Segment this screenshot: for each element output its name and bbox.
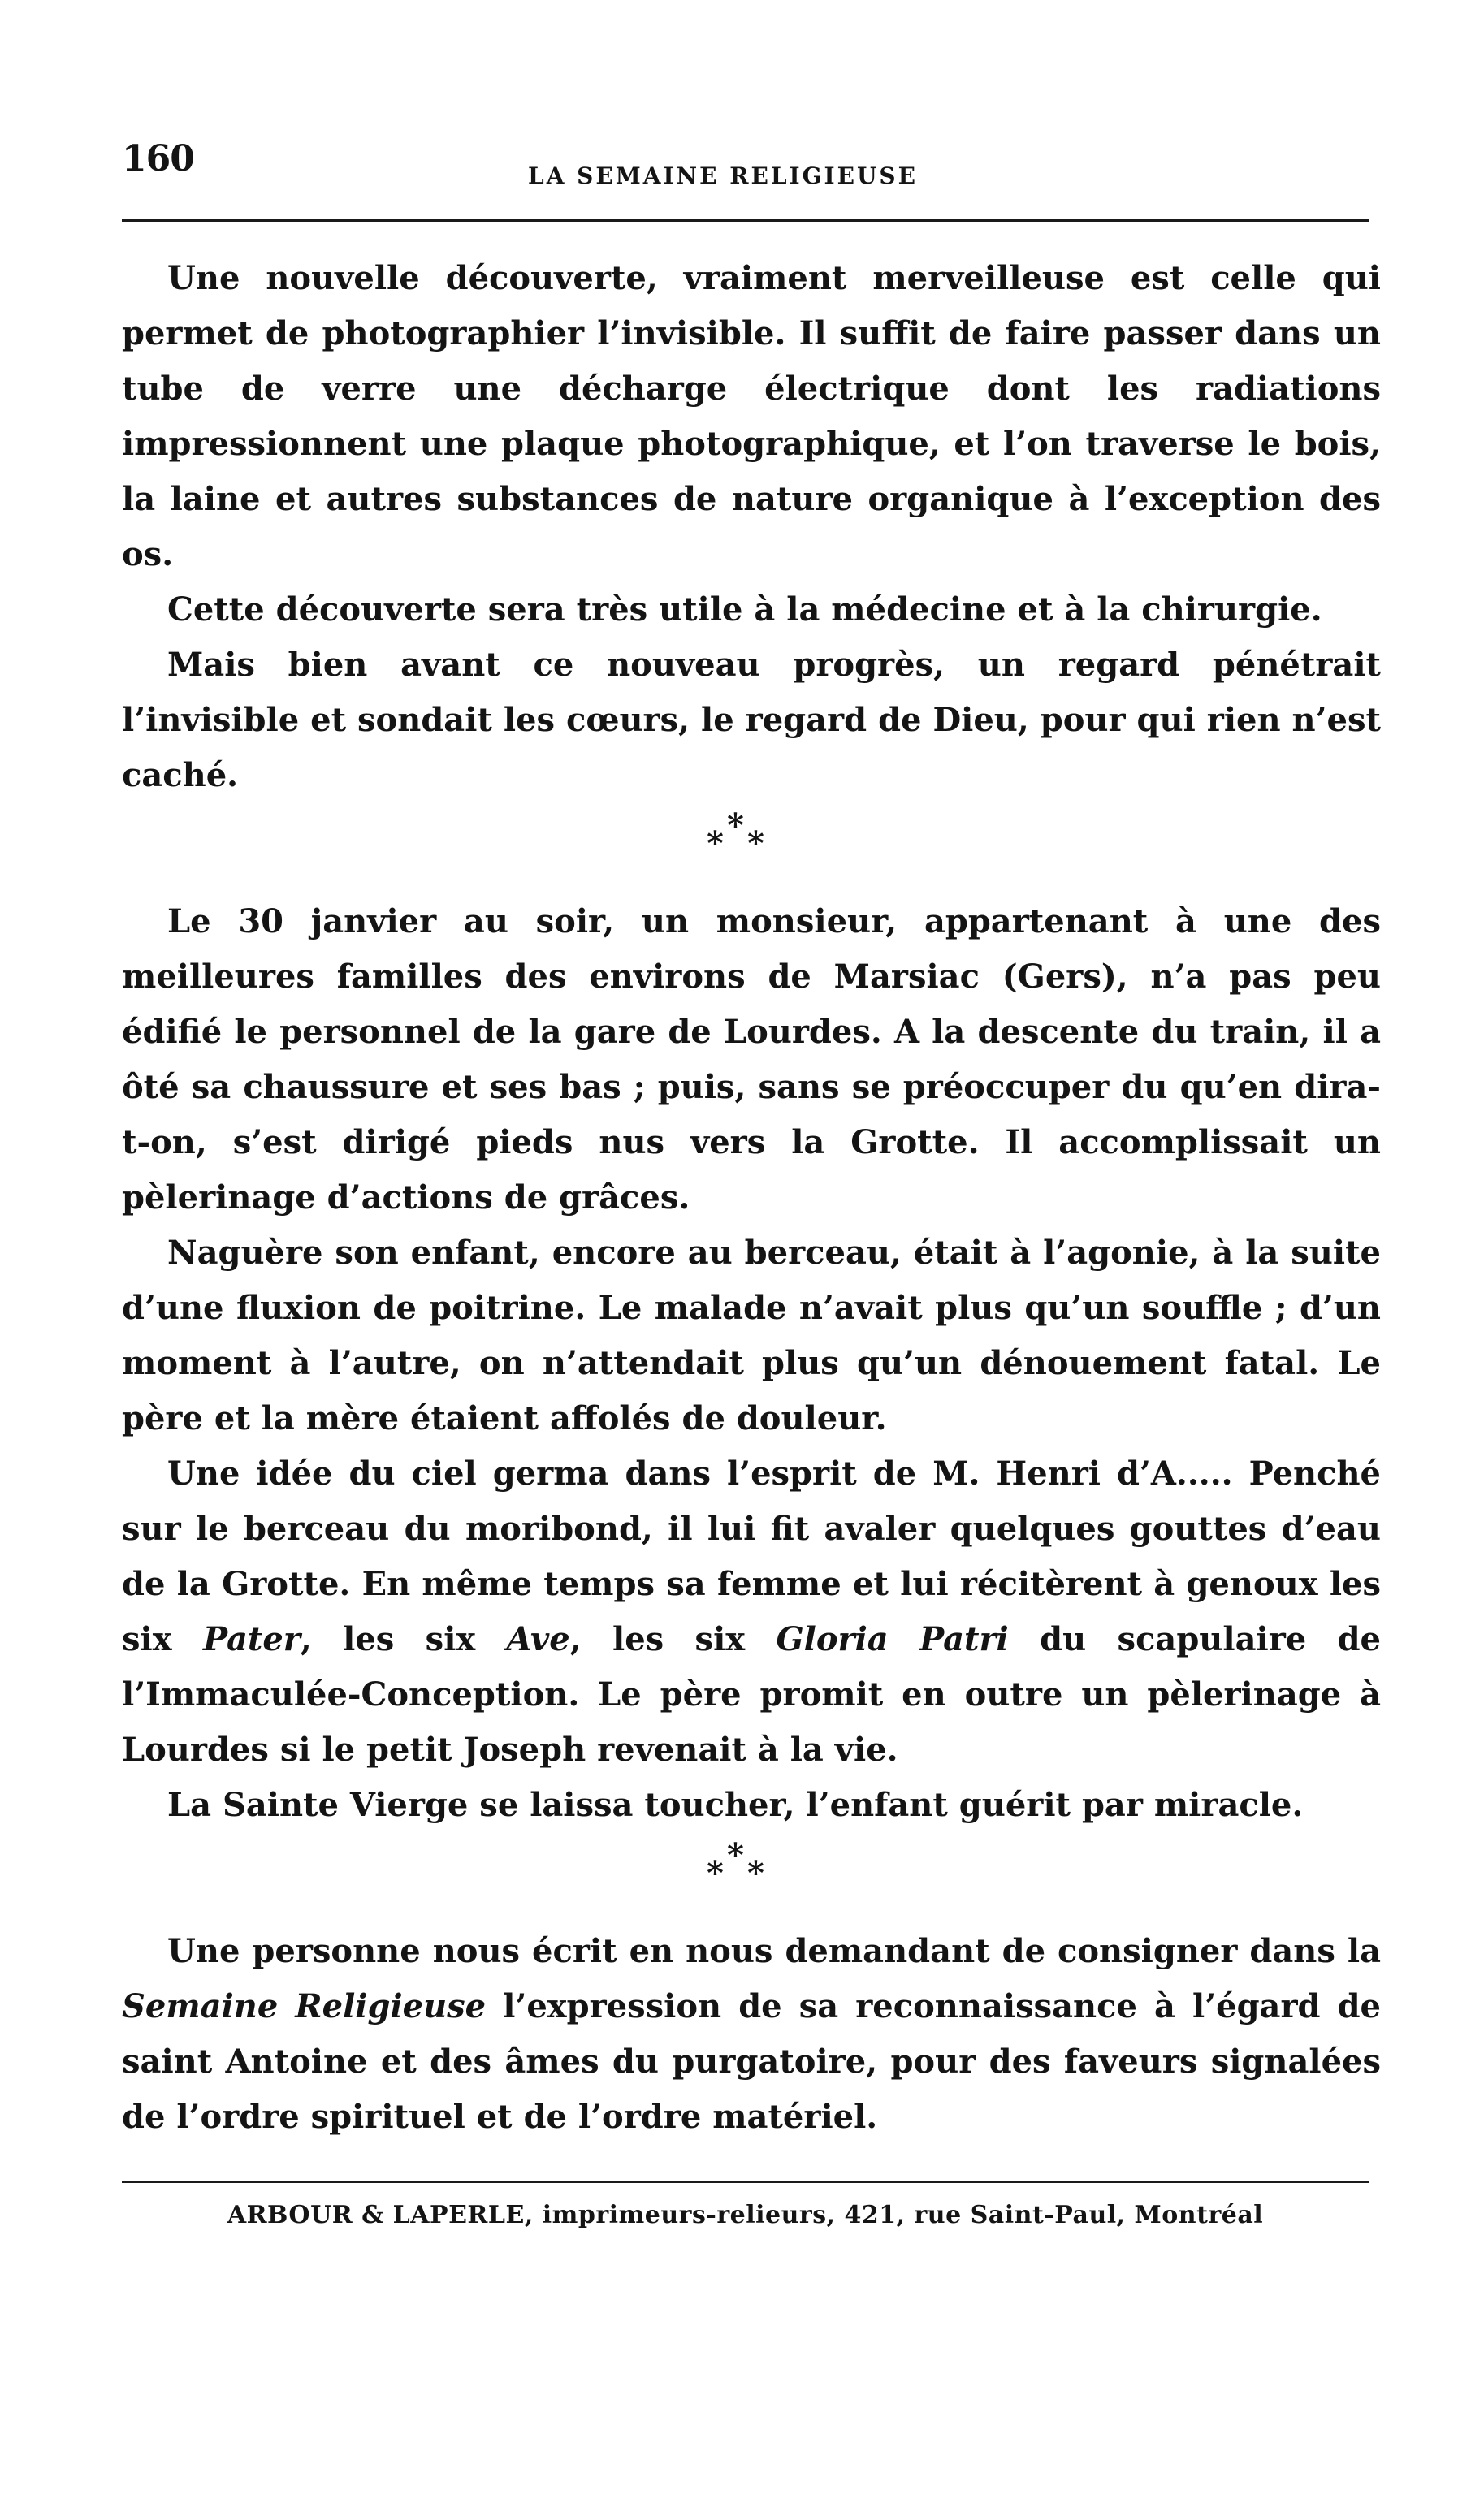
footer-rule xyxy=(122,2181,1369,2183)
header-rule xyxy=(122,219,1369,222)
article-body xyxy=(122,251,1381,2145)
text-run: Une idée du ciel germa dans l’esprit de M. Henri d’A..... Penché sur le berceau du moribond, il lui fit avaler quelques gouttes d’eau de la Grotte. En même temps sa femme et lui récitèrent à genoux les six xyxy=(122,1455,1381,1658)
paragraph: La Sainte Vierge se laissa toucher, l’enfant guérit par miracle. xyxy=(167,1786,1304,1824)
text-run: , les six xyxy=(569,1620,777,1658)
asterisk-glyph: * xyxy=(727,1836,744,1874)
paragraph: Cette découverte sera très utile à la médecine et à la chirurgie. xyxy=(167,590,1322,629)
running-head: LA SEMAINE RELIGIEUSE xyxy=(528,162,918,189)
paragraph xyxy=(122,1446,1381,1778)
paragraph: Mais bien avant ce nouveau progrès, un regard pénétrait l’invisible et sondait les cœurs, le regard de Dieu, pour qui rien n’est caché. xyxy=(122,646,1381,794)
asterisk-glyph: * xyxy=(707,824,724,862)
text-run: du scapulaire de l’Immaculée-Conception. Le père promit en outre un pèlerinage à Lourdes si le petit Joseph revenait à la vie. xyxy=(122,1620,1382,1769)
italic-term: Pater xyxy=(202,1620,301,1658)
page-header xyxy=(122,122,1381,187)
text-run: l’expression de sa reconnaissance à l’égard de saint Antoine et des âmes du purgatoire, pour des faveurs signalées de l’ordre spirituel et de l’ordre matériel. xyxy=(122,1987,1381,2136)
italic-term: Ave xyxy=(506,1620,570,1658)
paragraph xyxy=(122,1924,1381,2145)
paragraph: Une nouvelle découverte, vraiment merveilleuse est celle qui permet de photographier l’invisible. Il suffit de faire passer dans un tube de verre une décharge électrique dont les radiations impressionnent une plaque photographique, et l’on traverse le bois, la laine et autres substances de nature organique à l’exception des os. xyxy=(122,259,1381,573)
asterisk-glyph: * xyxy=(747,824,764,862)
publication-title: Semaine Religieuse xyxy=(122,1987,487,2025)
asterisk-glyph: * xyxy=(747,1854,764,1892)
paragraph: Le 30 janvier au soir, un monsieur, appartenant à une des meilleures familles des environs de Marsiac (Gers), n’a pas peu édifié le personnel de la gare de Lourdes. A la descente du train, il a ôté sa chaussure et ses bas ; puis, sans se préoccuper du qu’en dira-t-on, s’est dirigé pieds nus vers la Grotte. Il accomplissait un pèlerinage d’actions de grâces. xyxy=(122,902,1381,1217)
asterisk-glyph: * xyxy=(707,1854,724,1892)
asterism-divider xyxy=(122,803,1381,894)
printer-imprint: ARBOUR & LAPERLE, imprimeurs-relieurs, 421, rue Saint-Paul, Montréal xyxy=(227,2201,1264,2229)
paragraph: Naguère son enfant, encore au berceau, était à l’agonie, à la suite d’une fluxion de poitrine. Le malade n’avait plus qu’un souffle ; d’un moment à l’autre, on n’attendait plus qu’un dénouement fatal. Le père et la mère étaient affolés de douleur. xyxy=(122,1234,1381,1437)
text-run: , les six xyxy=(300,1620,507,1658)
asterism-divider xyxy=(122,1833,1381,1924)
asterisk-glyph: * xyxy=(727,806,744,845)
page-number: 160 xyxy=(122,138,194,179)
page xyxy=(122,122,1381,2229)
italic-term: Gloria Patri xyxy=(776,1620,1009,1658)
text-run: Une personne nous écrit en nous demandant de consigner dans la xyxy=(167,1932,1381,1970)
